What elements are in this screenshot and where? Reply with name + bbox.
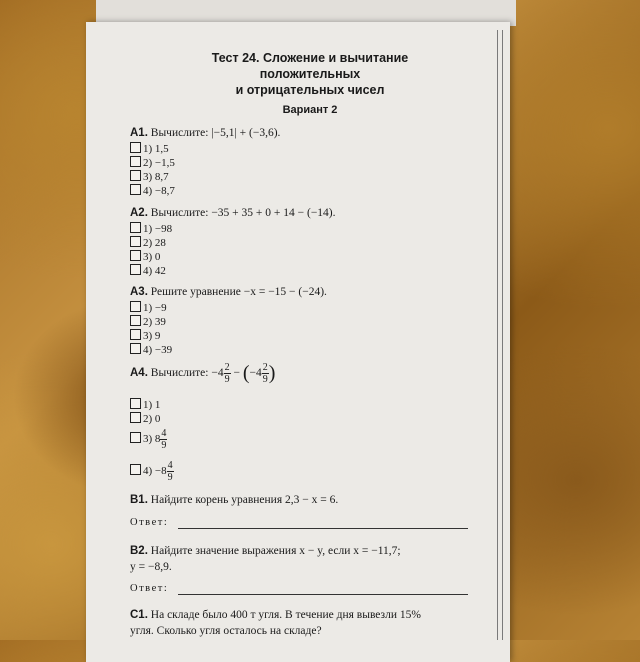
checkbox[interactable] — [130, 301, 141, 312]
checkbox[interactable] — [130, 315, 141, 326]
fraction: $\frac{4}{9}$ — [167, 460, 173, 483]
option-a4-1[interactable]: 1) 1 — [130, 398, 160, 411]
answer-label-b1: Ответ: — [130, 517, 169, 528]
checkbox[interactable] — [130, 329, 141, 340]
option-a3-4[interactable]: 4) −39 — [130, 343, 172, 356]
option-a2-3[interactable]: 3) 0 — [130, 250, 160, 263]
checkbox[interactable] — [130, 264, 141, 275]
question-b2: В2. Найдите значение выражения x − y, если x = −11,7; — [130, 545, 401, 557]
answer-label-b2: Ответ: — [130, 583, 169, 594]
option-a2-2[interactable]: 2) 28 — [130, 236, 166, 249]
fraction: $\frac{2}{9}$ — [224, 362, 230, 385]
checkbox[interactable] — [130, 184, 141, 195]
question-c1: С1. На складе было 400 т угля. В течение дня вывезли 15% — [130, 609, 421, 621]
answer-field-b1[interactable] — [178, 528, 468, 529]
question-b1: В1. Найдите корень уравнения 2,3 − x = 6. — [130, 494, 339, 506]
option-a3-3[interactable]: 3) 9 — [130, 329, 160, 342]
option-a4-4[interactable]: 4) −8 $\frac{4}{9}$ — [130, 460, 174, 483]
question-a4: А4. Вычислите: −4 $\frac{2}{9}$ − (−4 $\frac{2}{9}$ ) — [130, 362, 276, 385]
question-a2: А2. Вычислите: −35 + 35 + 0 + 14 − (−14). — [130, 207, 336, 219]
margin-line — [502, 30, 503, 640]
question-c1-cont: угля. Сколько угля осталось на складе? — [130, 625, 322, 637]
answer-field-b2[interactable] — [178, 594, 468, 595]
margin-line — [497, 30, 498, 640]
option-a1-2[interactable]: 2) −1,5 — [130, 156, 175, 169]
test-title: Тест 24. Сложение и вычитание положительных и отрицательных чисел — [211, 51, 409, 97]
checkbox[interactable] — [130, 464, 141, 475]
option-a4-2[interactable]: 2) 0 — [130, 412, 160, 425]
question-a3: А3. Решите уравнение −x = −15 − (−24). — [130, 286, 327, 298]
a4-expression: −4 $\frac{2}{9}$ − (−4 $\frac{2}{9}$ ) — [211, 362, 276, 385]
checkbox[interactable] — [130, 236, 141, 247]
option-a1-1[interactable]: 1) 1,5 — [130, 142, 169, 155]
fraction: $\frac{2}{9}$ — [262, 362, 268, 385]
option-a2-4[interactable]: 4) 42 — [130, 264, 166, 277]
checkbox[interactable] — [130, 156, 141, 167]
checkbox[interactable] — [130, 170, 141, 181]
checkbox[interactable] — [130, 142, 141, 153]
option-a3-1[interactable]: 1) −9 — [130, 301, 167, 314]
option-a2-1[interactable]: 1) −98 — [130, 222, 172, 235]
checkbox[interactable] — [130, 432, 141, 443]
option-a3-2[interactable]: 2) 39 — [130, 315, 166, 328]
option-a4-3[interactable]: 3) 8 $\frac{4}{9}$ — [130, 428, 167, 451]
checkbox[interactable] — [130, 222, 141, 233]
variant-label: Вариант 2 — [282, 104, 338, 116]
option-a1-4[interactable]: 4) −8,7 — [130, 184, 175, 197]
checkbox[interactable] — [130, 412, 141, 423]
question-b2-cont: y = −8,9. — [130, 561, 172, 573]
question-a1: А1. Вычислите: |−5,1| + (−3,6). — [130, 127, 281, 139]
checkbox[interactable] — [130, 343, 141, 354]
checkbox[interactable] — [130, 398, 141, 409]
fraction: $\frac{4}{9}$ — [161, 428, 167, 451]
checkbox[interactable] — [130, 250, 141, 261]
option-a1-3[interactable]: 3) 8,7 — [130, 170, 169, 183]
